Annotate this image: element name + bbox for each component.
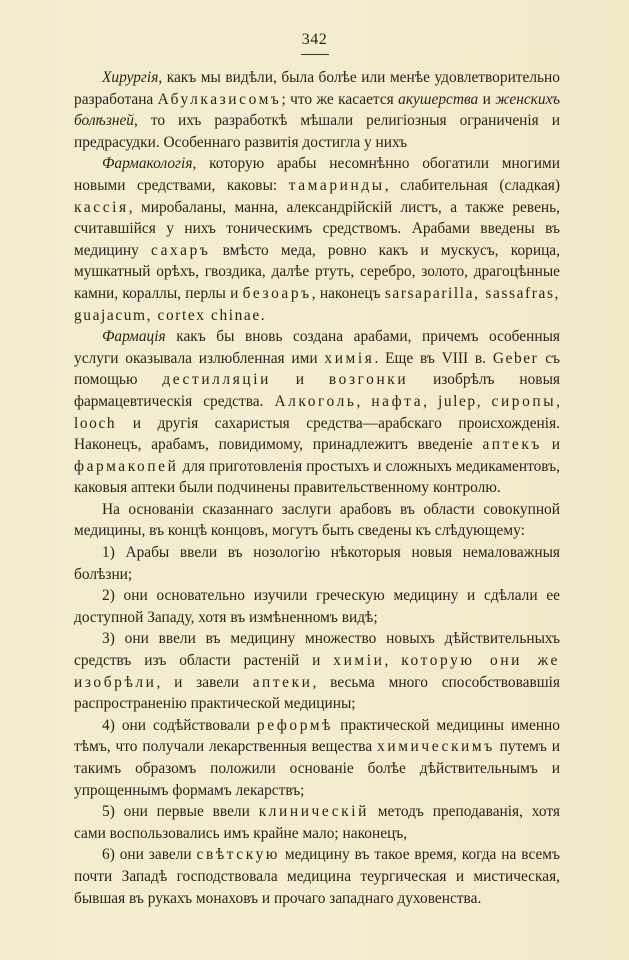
italic-run: Фармація	[102, 328, 166, 346]
text-run: практической медицины именно тѣмъ, что получали лекарственныя вещества	[74, 716, 560, 756]
text-run: путемъ и такимъ образомъ положили основаніе болѣе дѣйствительнымъ и упрощеннымъ формамъ лекарствъ;	[74, 738, 560, 799]
paragraph	[74, 801, 560, 844]
spaced-run: возгонки	[328, 371, 409, 389]
spaced-run: дестилляціи	[162, 371, 271, 389]
text-run: медицину въ такое время, когда на всемъ почти Западѣ господствовала медицина теургическая и мистическая, бывшая въ рукахъ монаховъ и прочаго западнаго духовенства.	[74, 846, 560, 907]
spaced-run: julep	[437, 392, 477, 410]
spaced-run: фармакопей	[74, 457, 179, 475]
spaced-run: Geber	[492, 349, 539, 367]
italic-run: женскихъ болѣзней	[74, 90, 561, 130]
spaced-run: Абулказисомъ	[157, 90, 282, 108]
italic-run: акушерства	[398, 90, 479, 108]
paragraph	[74, 67, 560, 153]
text-run: методъ преподаванія, хотя сами воспользовались имъ крайне мало; наконецъ,	[74, 803, 560, 842]
paragraph	[74, 542, 560, 585]
spaced-run: Алкоголь	[274, 392, 357, 410]
text-run: , миробаланы, манна, александрійскій листъ, а также ревень, считавшійся у нихъ тоническимъ средствомъ. Арабами введены въ медицину	[74, 198, 560, 259]
text-run: , и завели	[156, 673, 253, 691]
spaced-run: тамаринды	[288, 176, 385, 194]
text-run: ,	[423, 392, 438, 410]
text-run: изобрѣлъ новыя фармацевтическія средства.	[74, 371, 560, 410]
text-run: ,	[384, 652, 402, 670]
text-run: и	[270, 371, 329, 389]
spaced-run: аптеки	[252, 673, 313, 691]
spaced-run: аптекъ	[482, 436, 542, 454]
text-run: , какъ мы видѣли, была болѣе или менѣе удовлетворительно разработана	[74, 69, 560, 108]
text-run: для приготовленія простыхъ и сложныхъ медикаментовъ, каковыя аптеки были подчинены правительственному контролю.	[74, 457, 560, 497]
text-run: 5) они первые ввели	[102, 803, 259, 821]
spaced-run: нафта	[371, 392, 424, 410]
text-run: 1) Арабы ввели въ нозологію нѣкоторыя новыя немаловажныя болѣзни;	[74, 544, 560, 583]
paragraph	[74, 326, 560, 499]
spaced-run: реформѣ	[256, 716, 334, 734]
text-run: , наконецъ	[311, 284, 385, 302]
text-run: съ помощью	[74, 349, 561, 389]
body-text	[74, 67, 560, 909]
spaced-run: безоаръ	[242, 284, 312, 302]
paragraph	[74, 715, 560, 801]
text-run: 2) они основательно изучили греческую медицину и сдѣлали ее доступной Западу, хотя въ измѣненномъ видѣ;	[74, 587, 560, 626]
spaced-run: свѣтскую	[196, 846, 280, 864]
paragraph	[74, 153, 560, 326]
paragraph	[74, 499, 560, 542]
spaced-run: sarsaparilla, sassafras, guajacum, cortex chinae	[74, 284, 560, 324]
spaced-run: кассія	[74, 198, 129, 216]
text-run: и	[541, 436, 561, 454]
spaced-run: которую они же изобрѣли	[74, 652, 560, 691]
text-run: .	[260, 306, 265, 324]
spaced-run: looch	[74, 414, 117, 432]
spaced-run: сиропы	[491, 392, 557, 410]
text-run: и другія сахаристыя средства—арабскаго происхожденія. Наконецъ, арабамъ, повидимому, принадлежитъ введеніе	[74, 414, 560, 454]
italic-run: Хирургія	[102, 69, 159, 86]
text-run: . Еще въ VIII в.	[374, 349, 493, 367]
text-run: вмѣсто меда, ровно какъ и мускусъ, корица, мушкатный орѣхъ, гвоздика, далѣе ртуть, серебро, золото, драгоцѣнные камни, кораллы, перлы и	[74, 241, 560, 302]
page-number-rule	[301, 54, 329, 55]
spaced-run: клиническій	[258, 803, 369, 821]
text-run: , которую арабы несомнѣнно обогатили многими новыми средствами, каковы:	[74, 155, 560, 194]
paragraph	[74, 585, 560, 628]
text-run: какъ бы вновь создана арабами, причемъ особенныя услуги оказывала излюбленная ими	[74, 328, 560, 367]
text-run: ,	[556, 392, 561, 410]
spaced-run: сахаръ	[151, 241, 211, 259]
page-number: 342	[301, 31, 328, 48]
text-run: 4) они содѣйствовали	[102, 716, 257, 734]
paragraph	[74, 628, 560, 714]
italic-run: Фармакологія	[102, 155, 193, 173]
spaced-run: химіи	[333, 652, 385, 670]
text-run: На основаніи сказаннаго заслуги арабовъ въ области совокупной медицины, въ концѣ концовъ, могутъ быть сведены къ слѣдующему:	[74, 500, 560, 540]
text-run: ,	[356, 392, 372, 410]
text-run: ; что же касается	[281, 90, 399, 108]
text-run: ,	[476, 392, 492, 410]
spaced-run: химія	[324, 349, 375, 367]
text-run: 6) они завели	[102, 846, 197, 864]
text-run: 3) они ввели въ медицину множество новыхъ дѣйствительныхъ средствъ изъ области растеній и	[74, 630, 560, 670]
paragraph	[74, 844, 560, 909]
text-run: , весьма много способствовавшія распространенію практической медицины;	[74, 673, 560, 713]
text-run: , слабительная (сладкая)	[384, 176, 560, 194]
text-run: , то ихъ разработкѣ мѣшали религіозныя ограниченія и предрасудки. Особеннаго развитія достигла у нихъ	[74, 112, 560, 151]
spaced-run: химическимъ	[377, 738, 495, 756]
text-run: и	[478, 90, 496, 108]
